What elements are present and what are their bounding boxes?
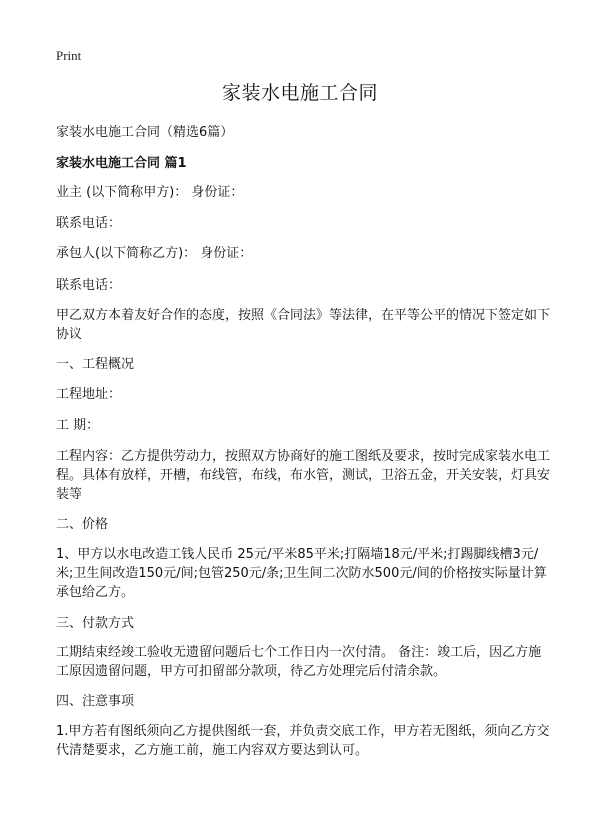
section-price: 二、价格: [56, 517, 109, 532]
section-heading: 家装水电施工合同 篇1: [56, 156, 187, 171]
project-content-paragraph: 工程内容：乙方提供劳动力，按照双方协商好的施工图纸及要求，按时完成家装水电工程。具体有放样，开槽，布线管，布线，布水管，测试，卫浴五金，开关安装，灯具安装等: [56, 449, 551, 502]
section-payment: 三、付款方式: [56, 616, 135, 631]
document-title: 家装水电施工合同: [221, 82, 378, 104]
party-a-phone-line: 联系电话：: [56, 216, 122, 231]
project-duration-line: 工 期：: [56, 418, 100, 433]
payment-paragraph: 工期结束经竣工验收无遗留问题后七个工作日内一次付清。 备注：竣工后，因乙方施工原因遗留问题，甲方可扣留部分款项，待乙方处理完后付清余款。: [56, 645, 542, 679]
project-address-line: 工程地址：: [56, 387, 122, 402]
price-paragraph: 1、甲方以水电改造工钱人民币 25元/平米85平米;打隔墙18元/平米;打踢脚线槽3元/米;卫生间改造150元/间;包管250元/条;卫生间二次防水500元/间的价格按实际量计算承包给乙方。: [56, 547, 547, 600]
document-subtitle: 家装水电施工合同（精选6篇）: [56, 125, 234, 140]
party-a-line: 业主 (以下简称甲方)： 身份证：: [56, 185, 244, 200]
section-project-overview: 一、工程概况: [56, 357, 135, 372]
section-notes: 四、注意事项: [56, 694, 135, 709]
print-link[interactable]: Print: [56, 48, 82, 63]
party-b-phone-line: 联系电话：: [56, 278, 122, 293]
party-b-line: 承包人(以下简称乙方)： 身份证：: [56, 246, 253, 261]
agreement-intro-paragraph: 甲乙双方本着友好合作的态度，按照《合同法》等法律，在平等公平的情况下签定如下协议: [56, 308, 551, 342]
notes-paragraph-1: 1.甲方若有图纸须向乙方提供图纸一套，并负责交底工作，甲方若无图纸，须向乙方交代清楚要求，乙方施工前，施工内容双方要达到认可。: [56, 724, 550, 758]
